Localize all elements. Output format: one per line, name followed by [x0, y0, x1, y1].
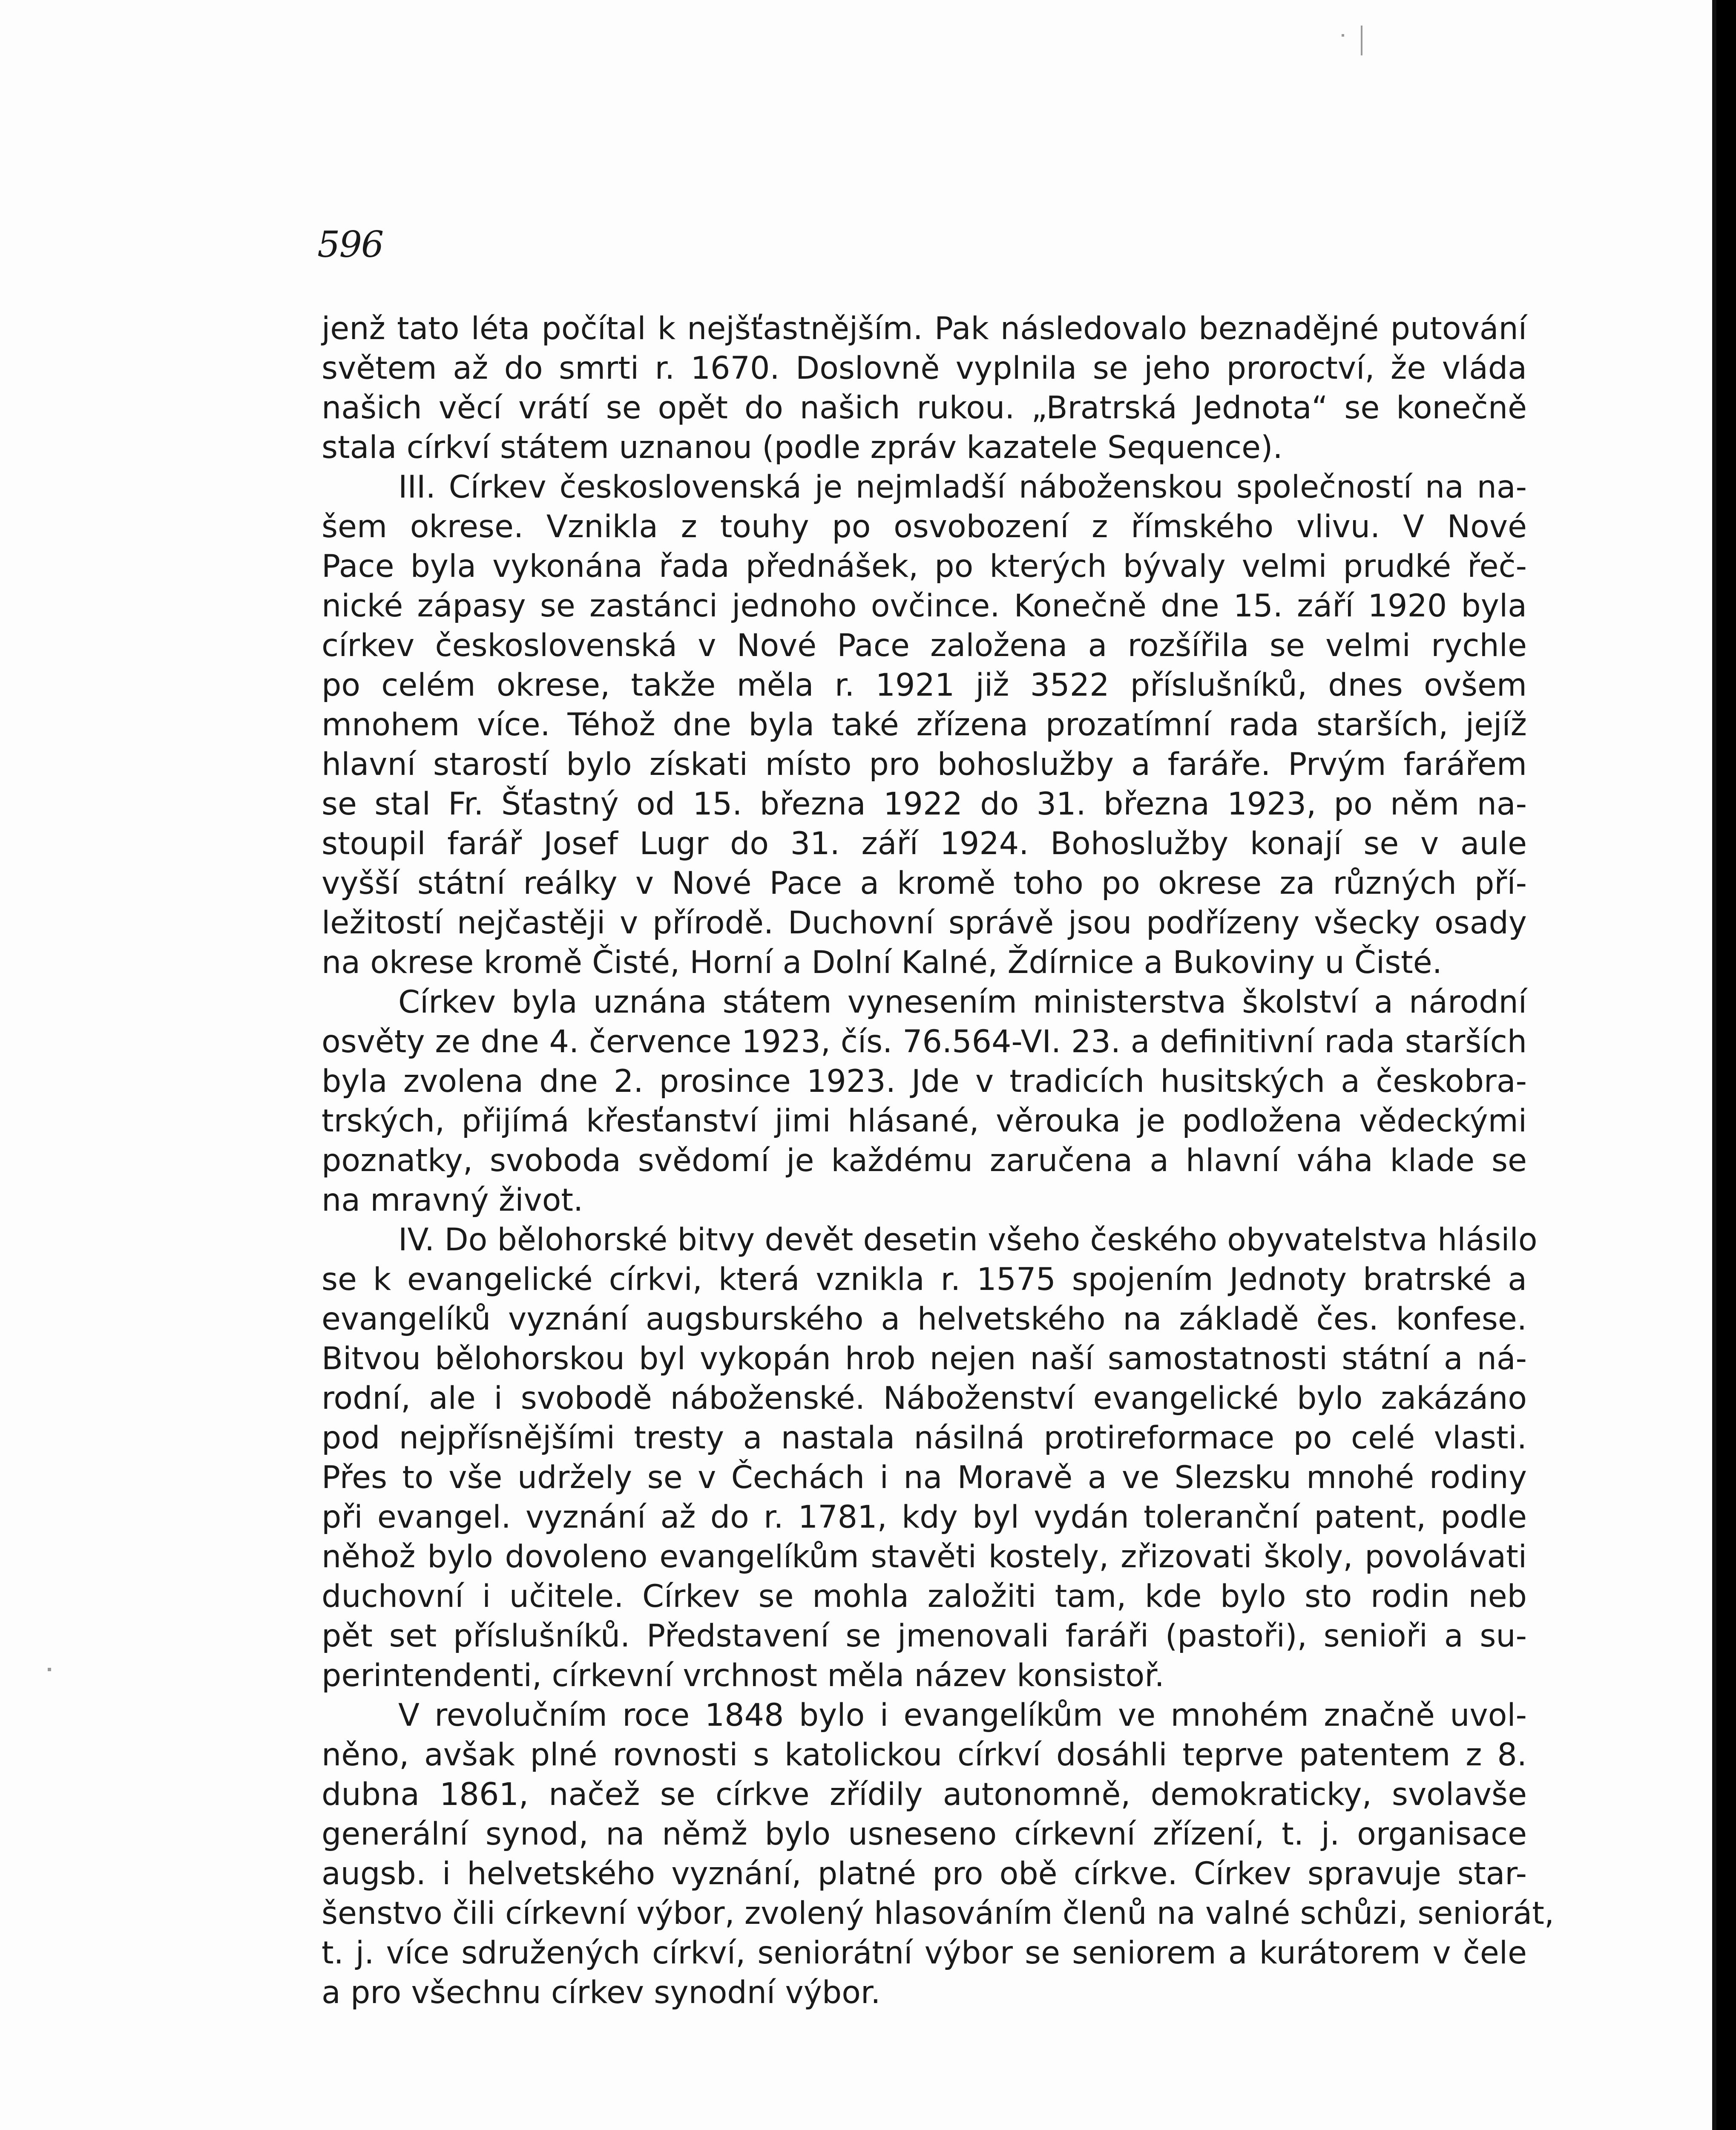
text-line: šem okrese. Vznikla z touhy po osvobození z římského vlivu. V Nové — [322, 509, 1527, 545]
text-line: III. Církev československá je nejmladší náboženskou společností na na- — [398, 469, 1527, 505]
text-line: Bitvou bělohorskou byl vykopán hrob nejen naší samostatnosti státní a ná- — [322, 1341, 1527, 1377]
text-line: perintendenti, církevní vrchnost měla název konsistoř. — [322, 1658, 1164, 1694]
scan-speck — [1361, 26, 1362, 55]
text-line: augsb. i helvetského vyznání, platné pro obě církve. Církev spravuje star- — [322, 1856, 1527, 1892]
text-line: Církev byla uznána státem vynesením ministerstva školství a národní — [398, 984, 1527, 1020]
text-line: pět set příslušníků. Představení se jmenovali faráři (pastoři), senioři a su- — [322, 1618, 1527, 1654]
page-number: 596 — [317, 224, 383, 265]
paragraph-3 — [322, 982, 1527, 1220]
text-line: nické zápasy se zastánci jednoho ovčince. Konečně dne 15. září 1920 byla — [322, 588, 1527, 624]
paragraph-5 — [322, 1695, 1555, 2012]
text-line: se stal Fr. Šťastný od 15. března 1922 do 31. března 1923, po něm na- — [322, 786, 1527, 822]
paragraph-4 — [322, 1220, 1538, 1695]
text-line: při evangel. vyznání až do r. 1781, kdy byl vydán toleranční patent, podle — [322, 1499, 1527, 1535]
scan-speck — [48, 1668, 51, 1671]
text-line: t. j. více sdružených církví, seniorátní výbor se seniorem a kurátorem v čele — [322, 1935, 1527, 1971]
text-line: jenž tato léta počítal k nejšťastnějším. Pak následovalo beznadějné putování — [322, 311, 1527, 347]
text-line: rodní, ale i svobodě náboženské. Náboženství evangelické bylo zakázáno — [322, 1380, 1527, 1416]
text-line: vyšší státní reálky v Nové Pace a kromě toho po okrese za různých pří- — [322, 865, 1527, 901]
text-line: ležitostí nejčastěji v přírodě. Duchovní správě jsou podřízeny všecky osady — [322, 905, 1527, 941]
paragraph-1 — [322, 309, 1527, 467]
text-line: světem až do smrti r. 1670. Doslovně vyplnila se jeho proroctví, že vláda — [322, 350, 1527, 386]
text-line: evangelíků vyznání augsburského a helvetského na základě čes. konfese. — [322, 1301, 1527, 1337]
text-line: generální synod, na němž bylo usneseno církevní zřízení, t. j. organisace — [322, 1816, 1527, 1852]
text-line: byla zvolena dne 2. prosince 1923. Jde v tradicích husitských a českobra- — [322, 1063, 1527, 1100]
text-line: dubna 1861, načež se církve zřídily autonomně, demokraticky, svolavše — [322, 1776, 1527, 1813]
text-line: mnohem více. Téhož dne byla také zřízena prozatímní rada starších, jejíž — [322, 707, 1527, 743]
text-line: se k evangelické církvi, která vznikla r. 1575 spojením Jednoty bratrské a — [322, 1261, 1527, 1298]
text-line: na okrese kromě Čisté, Horní a Dolní Kalné, Ždírnice a Bukoviny u Čisté. — [322, 944, 1442, 981]
text-line: po celém okrese, takže měla r. 1921 již 3522 příslušníků, dnes ovšem — [322, 667, 1527, 703]
body-text — [322, 309, 1555, 2012]
scan-speck — [1342, 34, 1344, 37]
text-line: šenstvo čili církevní výbor, zvolený hlasováním členů na valné schůzi, seniorát, — [322, 1895, 1555, 1931]
text-line: něhož bylo dovoleno evangelíkům stavěti kostely, zřizovati školy, povolávati — [322, 1539, 1527, 1575]
text-line: hlavní starostí bylo získati místo pro bohoslužby a faráře. Prvým farářem — [322, 746, 1527, 783]
paragraph-2 — [322, 467, 1527, 982]
text-line: IV. Do bělohorské bitvy devět desetin všeho českého obyvatelstva hlásilo — [398, 1222, 1538, 1258]
text-line: na mravný život. — [322, 1182, 583, 1218]
text-line: pod nejpřísnějšími tresty a nastala násilná protireformace po celé vlasti. — [322, 1420, 1527, 1456]
text-line: osvěty ze dne 4. července 1923, čís. 76.564-VI. 23. a definitivní rada starších — [322, 1024, 1527, 1060]
text-line: duchovní i učitele. Církev se mohla založiti tam, kde bylo sto rodin neb — [322, 1578, 1527, 1615]
text-line: našich věcí vrátí se opět do našich rukou. „Bratrská Jednota“ se konečně — [322, 390, 1527, 426]
text-line: a pro všechnu církev synodní výbor. — [322, 1975, 881, 2011]
text-line: něno, avšak plné rovnosti s katolickou církví dosáhli teprve patentem z 8. — [322, 1737, 1527, 1773]
text-line: stoupil farář Josef Lugr do 31. září 1924. Bohoslužby konají se v aule — [322, 826, 1527, 862]
text-line: poznatky, svoboda svědomí je každému zaručena a hlavní váha klade se — [322, 1143, 1527, 1179]
text-line: církev československá v Nové Pace založena a rozšířila se velmi rychle — [322, 627, 1527, 664]
text-line: stala církví státem uznanou (podle zpráv kazatele Sequence). — [322, 429, 1283, 466]
text-line: Přes to vše udržely se v Čechách i na Moravě a ve Slezsku mnohé rodiny — [322, 1459, 1527, 1496]
text-line: V revolučním roce 1848 bylo i evangelíkům ve mnohém značně uvol- — [398, 1697, 1527, 1733]
text-line: trských, přijímá křesťanství jimi hlásané, věrouka je podložena vědeckými — [322, 1103, 1527, 1139]
text-line: Pace byla vykonána řada přednášek, po kterých bývaly velmi prudké řeč- — [322, 548, 1527, 584]
